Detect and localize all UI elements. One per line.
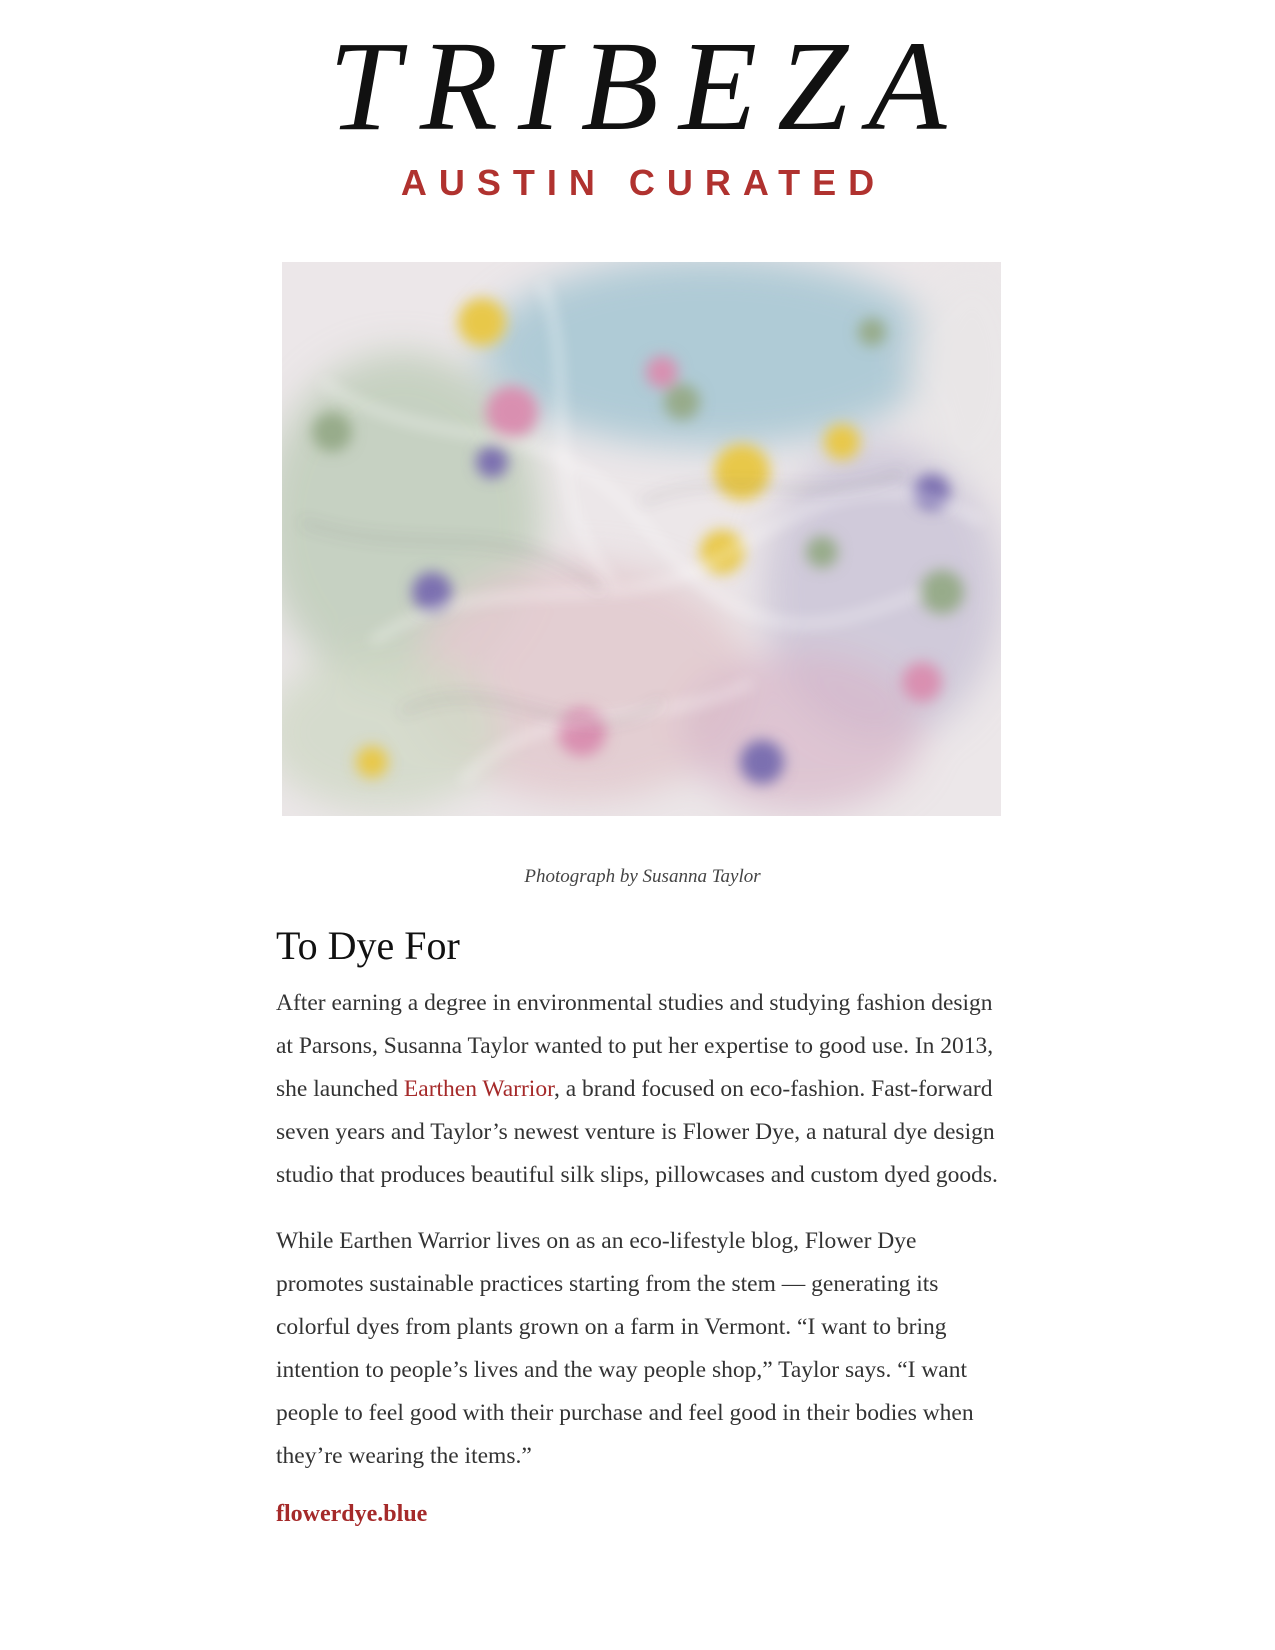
silk-photo — [282, 262, 1001, 816]
masthead — [0, 15, 1275, 204]
paragraph-1-text-end: , a brand focused on eco-fashion. Fast-forward seven years and Taylor’s newest venture is Flower Dye, a natural dye design studio that produces beautiful silk slips, pillowcases and custom dyed goods. — [276, 1076, 998, 1188]
dyed-silk-image — [282, 262, 1001, 816]
paragraph-1-text-start: After earning a degree in environmental studies and studying fashion design at Parsons, Susanna Taylor wanted to put her expertise to good use. In 2013, she launched — [276, 990, 994, 1102]
tribeza-logo[interactable]: TRIBEZA — [328, 15, 967, 157]
paragraph-2: While Earthen Warrior lives on as an eco-lifestyle blog, Flower Dye promotes sustainable practices starting from the stem — generating its colorful dyes from plants grown on a farm in Vermont. “I want to bring intention to people’s lives and the way people shop,” Taylor says. “I want people to feel good with their purchase and feel good in their bodies when they’re wearing the items.” — [276, 1228, 974, 1469]
earthen-warrior-link[interactable]: Earthen Warrior — [403, 1076, 554, 1102]
article-headline: To Dye For — [276, 923, 460, 968]
paragraph-1 — [276, 982, 1006, 1197]
article — [276, 920, 1006, 1530]
website-link[interactable]: flowerdye.blue — [276, 1501, 428, 1527]
photo-caption: Photograph by Susanna Taylor — [524, 866, 761, 887]
tagline: AUSTIN CURATED — [400, 162, 887, 203]
